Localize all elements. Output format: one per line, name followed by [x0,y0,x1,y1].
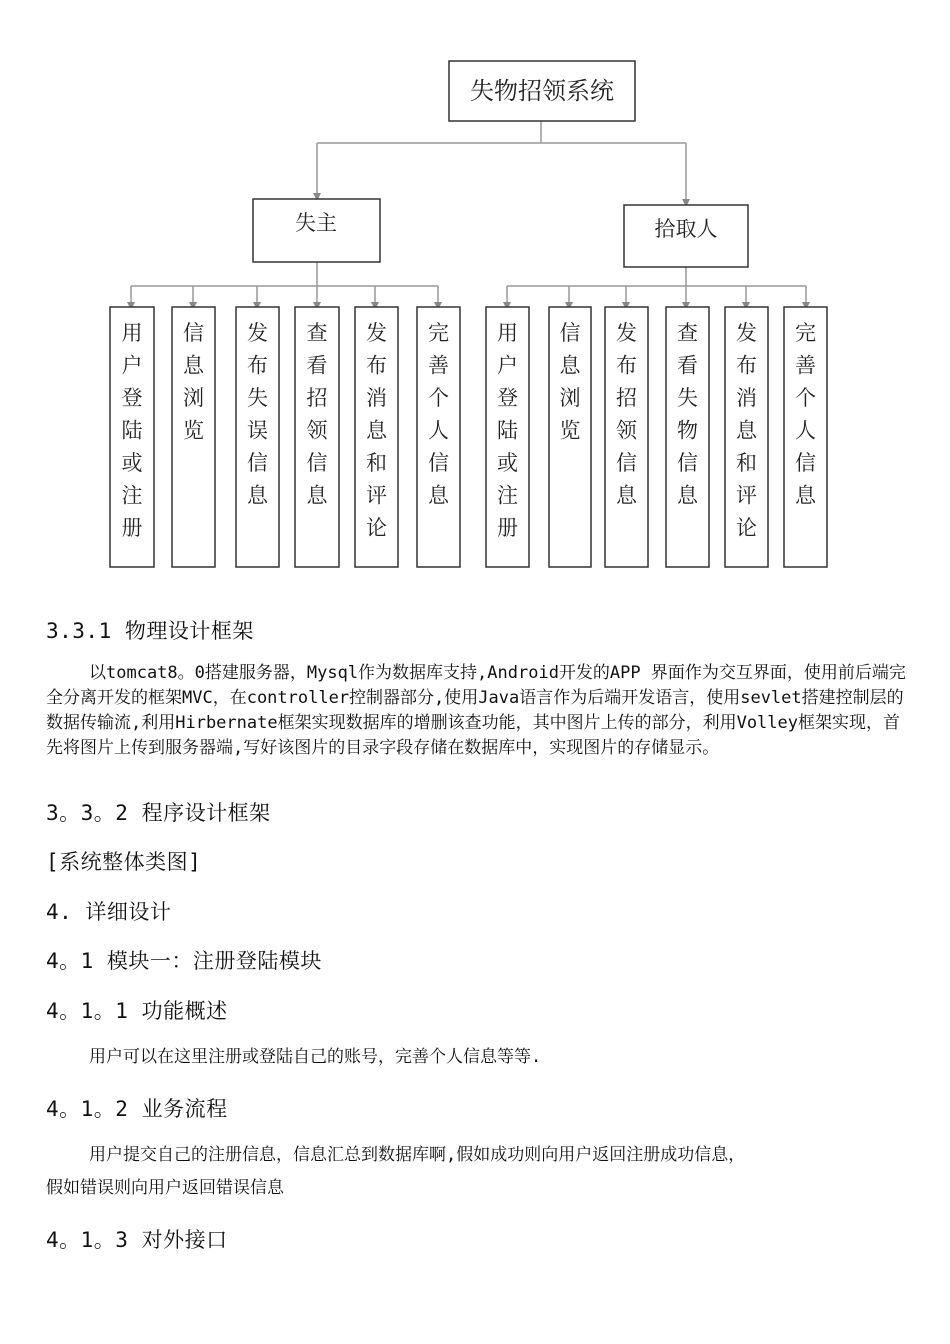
group-node-finder [624,205,748,267]
leaf-node-label: 信息浏览 [183,321,204,443]
system-structure-diagram [0,0,950,600]
section-3-3-1-title: 3.3.1 物理设计框架 [46,619,254,643]
leaf-node-label: 完善个人信息 [795,321,816,508]
leaf-node-1-4 [725,307,768,567]
leaf-node-0-1 [172,307,215,567]
leaf-node-label: 查看失物信息 [677,321,698,508]
class-diagram-placeholder: [系统整体类图] [46,850,202,874]
section-4-1-2-body-line1: 用户提交自己的注册信息，信息汇总到数据库啊,假如成功则向用户返回注册成功信息， [89,1145,746,1165]
leaf-node-label: 发布招领信息 [616,321,637,508]
section-4-1-1-title: 4。1。1 功能概述 [46,999,228,1023]
leaf-node-0-4 [355,307,398,567]
leaf-node-label: 发布消息和评论 [366,321,387,540]
group-node-owner-label: 失主 [295,211,337,235]
leaf-node-1-0 [486,307,529,567]
section-3-3-2-title: 3。3。2 程序设计框架 [46,801,271,825]
section-4-1-title: 4。1 模块一：注册登陆模块 [46,949,322,973]
leaf-node-label: 完善个人信息 [428,321,449,508]
leaf-node-label: 信息浏览 [559,321,581,443]
section-4-1-3-title: 4。1。3 对外接口 [46,1228,228,1252]
leaf-node-label: 发布消息和评论 [736,321,757,540]
leaf-node-1-2 [605,307,648,567]
leaf-node-0-3 [295,307,339,567]
leaf-node-0-5 [417,307,460,567]
leaf-node-label: 发布失误信息 [247,321,268,508]
leaf-node-label: 用户登陆或注册 [121,321,143,540]
leaf-node-label: 用户登陆或注册 [497,321,518,540]
leaf-node-1-3 [666,307,709,567]
section-3-3-1-body: 以tomcat8。0搭建服务器，Mysql作为数据库支持,Android开发的APP 界面作为交互界面，使用前后端完全分离开发的框架MVC，在controller控制器部分,使用Java语言作为后端开发语言，使用sevlet搭建控制层的数据传输流,利用Hirbernate框架实现数据库的增删该查功能，其中图片上传的部分，利用Volley框架实现，首先将图片上传到服务器端,写好该图片的目录字段存储在数据库中，实现图片的存储显示。 [46,663,906,758]
root-node [449,61,635,121]
leaf-node-0-0 [110,307,154,567]
section-4-1-2-body-line2: 假如错误则向用户返回错误信息 [46,1178,284,1198]
group-node-owner [253,199,380,262]
section-4-1-1-body: 用户可以在这里注册或登陆自己的账号，完善个人信息等等. [89,1047,542,1067]
leaf-node-label: 查看招领信息 [306,321,328,508]
root-node-label: 失物招领系统 [470,77,614,105]
leaf-node-1-5 [784,307,827,567]
section-4-title: 4. 详细设计 [46,900,172,924]
leaf-nodes [110,307,827,567]
leaf-node-0-2 [236,307,279,567]
group-node-finder-label: 拾取人 [654,217,718,241]
leaf-node-1-1 [549,307,591,567]
section-4-1-2-title: 4。1。2 业务流程 [46,1097,228,1121]
